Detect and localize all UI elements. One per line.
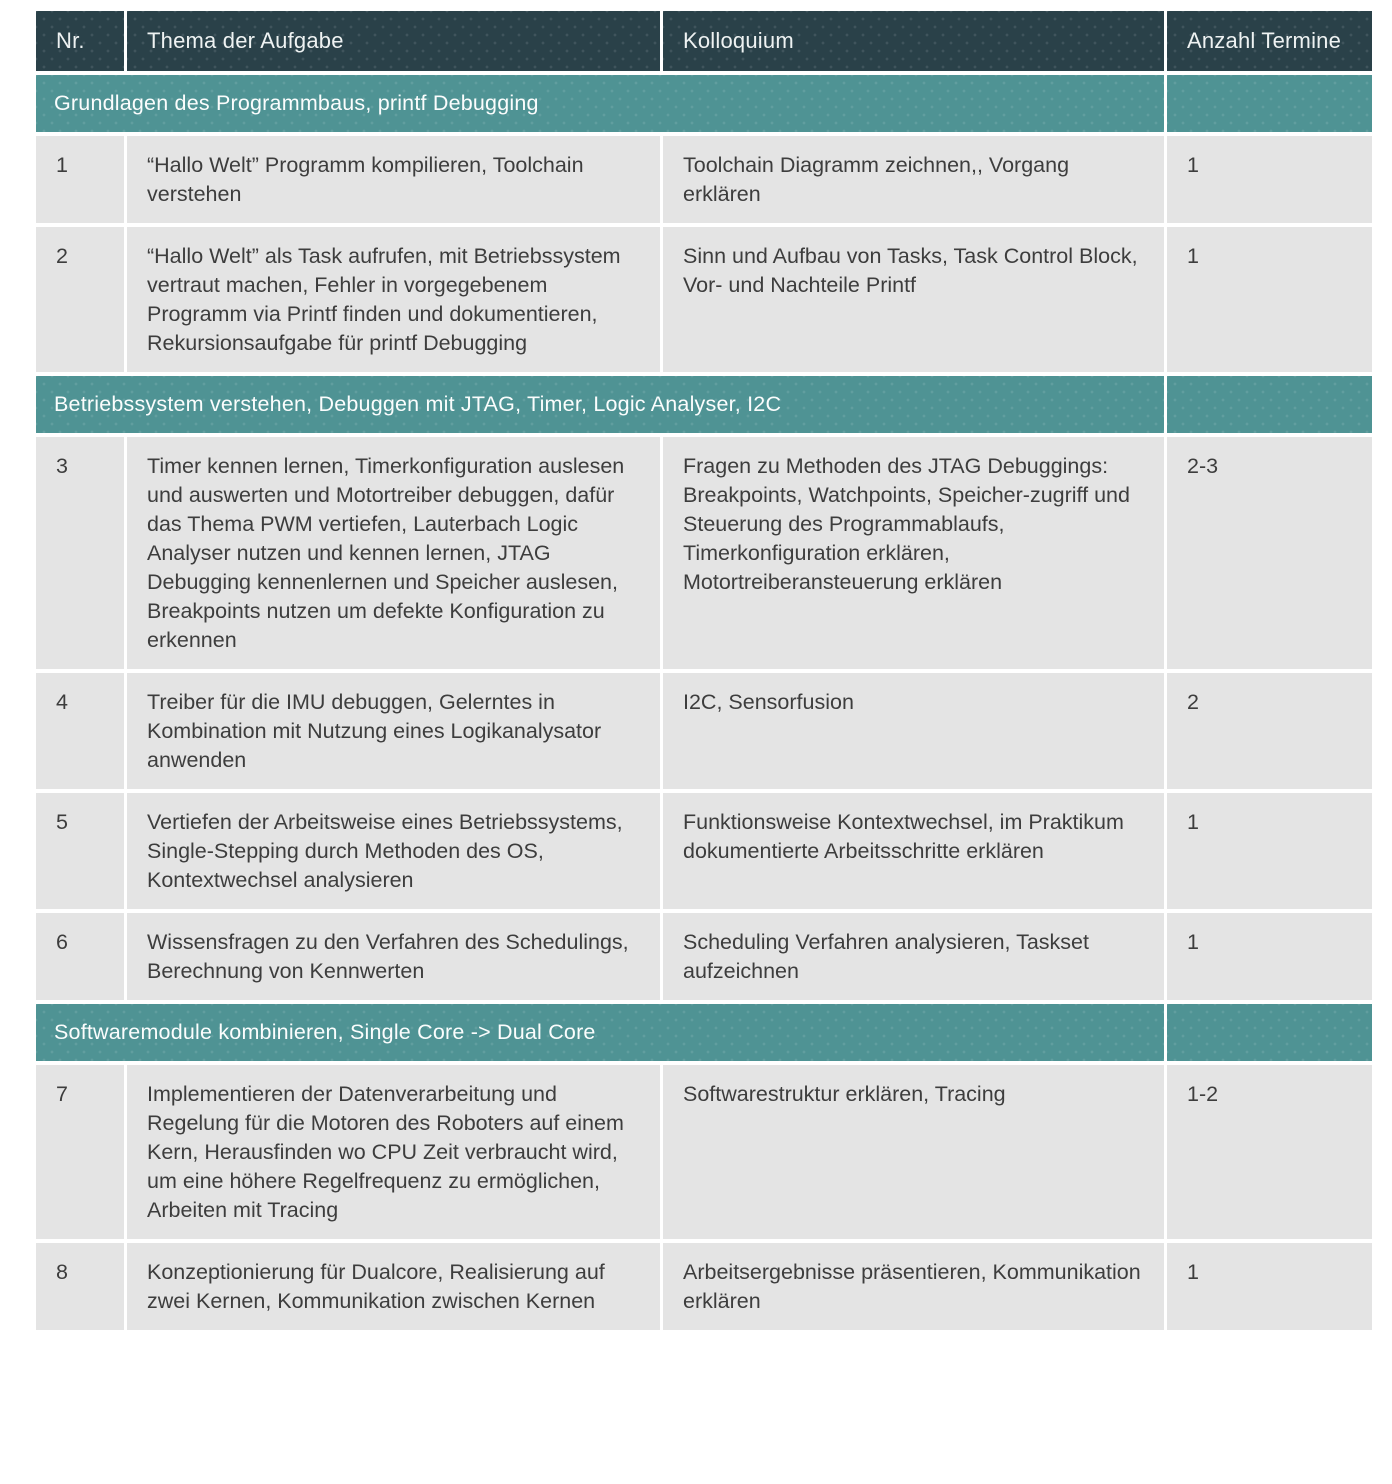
task-termine: 1-2 [1167,1065,1372,1239]
task-thema: Implementieren der Datenverarbeitung und Regelung für die Motoren des Roboters auf einem Kern, Herausfinden wo CPU Zeit verbraucht wird, um eine höhere Regelfrequenz zu ermöglichen, Arbeiten mit Tracing [127,1065,660,1239]
task-nr: 2 [36,227,124,372]
task-nr: 4 [36,673,124,789]
section-title: Betriebssystem verstehen, Debuggen mit JTAG, Timer, Logic Analyser, I2C [36,376,1164,433]
task-row [36,437,1372,669]
task-kolloquium: Softwarestruktur erklären, Tracing [663,1065,1164,1239]
task-kolloquium: Sinn und Aufbau von Tasks, Task Control Block, Vor- und Nachteile Printf [663,227,1164,372]
task-nr: 3 [36,437,124,669]
section-header-row [36,1004,1372,1061]
task-nr: 7 [36,1065,124,1239]
task-thema: “Hallo Welt” Programm kompilieren, Toolchain verstehen [127,136,660,223]
task-thema: Treiber für die IMU debuggen, Gelerntes in Kombination mit Nutzung eines Logikanalysator anwenden [127,673,660,789]
task-row [36,1243,1372,1330]
section-spacer-cell [1167,1004,1372,1061]
section-title: Softwaremodule kombinieren, Single Core -> Dual Core [36,1004,1164,1061]
section-header-row [36,75,1372,132]
task-kolloquium: Scheduling Verfahren analysieren, Taskset aufzeichnen [663,913,1164,1000]
task-thema: Wissensfragen zu den Verfahren des Schedulings, Berechnung von Kennwerten [127,913,660,1000]
task-row [36,136,1372,223]
task-termine: 1 [1167,136,1372,223]
task-termine: 1 [1167,793,1372,909]
col-header-anzahl-termine: Anzahl Termine [1167,11,1372,71]
task-termine: 2 [1167,673,1372,789]
task-termine: 1 [1167,227,1372,372]
task-nr: 8 [36,1243,124,1330]
task-row [36,913,1372,1000]
task-termine: 1 [1167,913,1372,1000]
table-header-row [36,11,1372,71]
task-nr: 1 [36,136,124,223]
col-header-kolloquium: Kolloquium [663,11,1164,71]
task-thema: Timer kennen lernen, Timerkonfiguration auslesen und auswerten und Motortreiber debuggen, dafür das Thema PWM vertiefen, Lauterbach Logic Analyser nutzen und kennen lernen, JTAG Debugging kennenlernen und Speicher auslesen, Breakpoints nutzen um defekte Konfiguration zu erkennen [127,437,660,669]
task-row [36,1065,1372,1239]
col-header-nr: Nr. [36,11,124,71]
task-kolloquium: Fragen zu Methoden des JTAG Debuggings: Breakpoints, Watchpoints, Speicher-zugriff und Steuerung des Programmablaufs, Timerkonfiguration erklären, Motortreiberansteuerung erklären [663,437,1164,669]
task-row [36,673,1372,789]
task-kolloquium: Arbeitsergebnisse präsentieren, Kommunikation erklären [663,1243,1164,1330]
task-kolloquium: I2C, Sensorfusion [663,673,1164,789]
task-nr: 6 [36,913,124,1000]
task-kolloquium: Toolchain Diagramm zeichnen,, Vorgang erklären [663,136,1164,223]
task-termine: 2-3 [1167,437,1372,669]
section-spacer-cell [1167,75,1372,132]
task-thema: Vertiefen der Arbeitsweise eines Betriebssystems, Single-Stepping durch Methoden des OS, Kontextwechsel analysieren [127,793,660,909]
task-row [36,227,1372,372]
col-header-thema: Thema der Aufgabe [127,11,660,71]
praktikum-aufgaben-table [33,7,1375,1334]
task-termine: 1 [1167,1243,1372,1330]
task-kolloquium: Funktionsweise Kontextwechsel, im Praktikum dokumentierte Arbeitsschritte erklären [663,793,1164,909]
task-thema: “Hallo Welt” als Task aufrufen, mit Betriebssystem vertraut machen, Fehler in vorgegebenem Programm via Printf finden und dokumentieren, Rekursionsaufgabe für printf Debugging [127,227,660,372]
task-row [36,793,1372,909]
section-title: Grundlagen des Programmbaus, printf Debugging [36,75,1164,132]
task-thema: Konzeptionierung für Dualcore, Realisierung auf zwei Kernen, Kommunikation zwischen Kernen [127,1243,660,1330]
task-nr: 5 [36,793,124,909]
section-header-row [36,376,1372,433]
section-spacer-cell [1167,376,1372,433]
